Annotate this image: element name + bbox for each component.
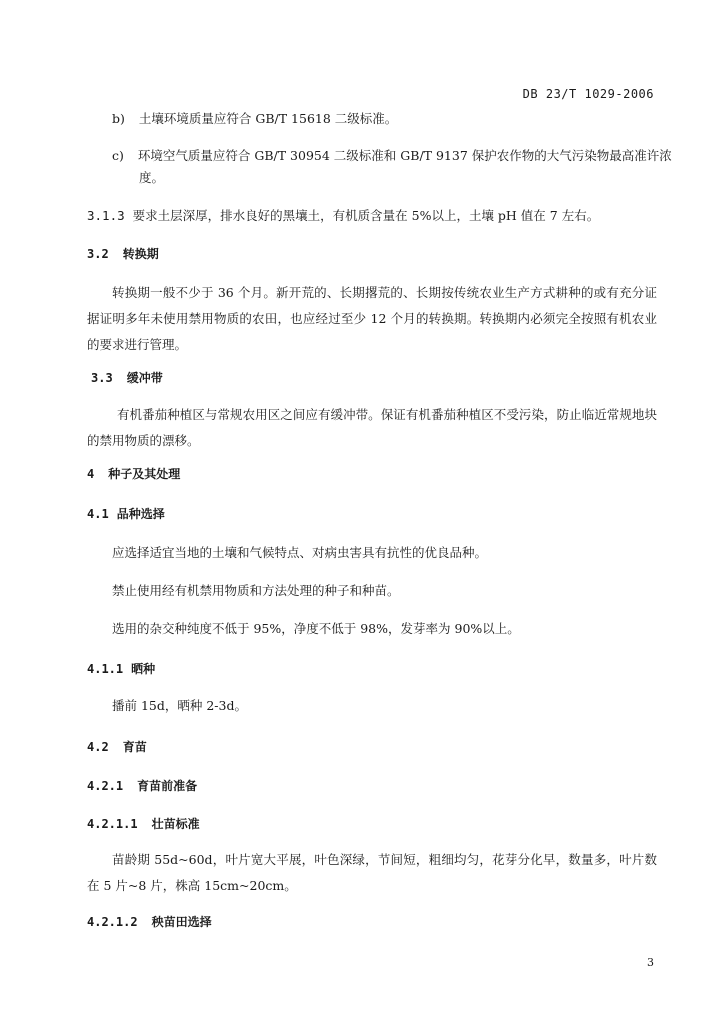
document-code: DB 23/T 1029-2006 xyxy=(522,87,654,101)
paragraph-buffer: 有机番茄种植区与常规农用区之间应有缓冲带。保证有机番茄种植区不受污染，防止临近常规地块的禁用物质的漂移。 xyxy=(87,407,657,448)
heading-4 xyxy=(87,466,180,482)
clause-number: 3.1.3 xyxy=(87,208,125,223)
heading-3-3 xyxy=(91,370,163,386)
heading-number: 3.3 xyxy=(91,371,113,385)
list-item-c xyxy=(112,148,672,164)
page-number: 3 xyxy=(647,956,654,969)
heading-number: 4.2.1.2 xyxy=(87,915,138,929)
heading-title: 秧苗田选择 xyxy=(151,915,212,929)
heading-title: 种子及其处理 xyxy=(108,467,181,481)
list-text: 环境空气质量应符合 GB/T 30954 二级标准和 GB/T 9137 保护农作物的大气污染物最高准许浓 xyxy=(137,148,672,163)
paragraph-prohibit: 禁止使用经有机禁用物质和方法处理的种子和种苗。 xyxy=(112,583,400,598)
list-item-b xyxy=(112,111,397,127)
heading-4-1-1 xyxy=(87,661,155,677)
paragraph-strong-seedling: 苗龄期 55d~60d，叶片宽大平展，叶色深绿，节间短，粗细均匀，花芽分化早，数量多，叶片数在 5 片~8 片，株高 15cm~20cm。 xyxy=(87,852,657,893)
heading-title: 晒种 xyxy=(131,662,156,676)
heading-number: 3.2 xyxy=(87,247,109,261)
heading-title: 品种选择 xyxy=(116,507,165,521)
heading-number: 4.2 xyxy=(87,740,109,754)
heading-3-2 xyxy=(87,246,159,262)
heading-4-2-1-2 xyxy=(87,914,212,930)
list-label: b) xyxy=(112,111,125,126)
heading-title: 转换期 xyxy=(122,247,159,261)
heading-title: 育苗 xyxy=(122,740,147,754)
list-label: c) xyxy=(112,148,124,163)
list-text: 土壤环境质量应符合 GB/T 15618 二级标准。 xyxy=(138,111,398,126)
heading-4-1 xyxy=(87,506,165,522)
paragraph-transition: 转换期一般不少于 36 个月。新开荒的、长期撂荒的、长期按传统农业生产方式耕种的或有充分证据证明多年未使用禁用物质的农田，也应经过至少 12 个月的转换期。转换期内必须完全按照有机农业的要求进行管理。 xyxy=(87,285,657,352)
heading-number: 4 xyxy=(87,467,95,481)
heading-number: 4.1.1 xyxy=(87,662,124,676)
heading-title: 壮苗标准 xyxy=(151,817,200,831)
paragraph-variety: 应选择适宜当地的土壤和气候特点、对病虫害具有抗性的优良品种。 xyxy=(112,545,488,560)
heading-4-2-1-1 xyxy=(87,816,200,832)
heading-4-2-1 xyxy=(87,778,197,794)
heading-number: 4.2.1.1 xyxy=(87,817,138,831)
clause-text: 要求土层深厚，排水良好的黑壤土，有机质含量在 5%以上，土壤 pH 值在 7 左右。 xyxy=(132,208,600,223)
heading-number: 4.1 xyxy=(87,507,109,521)
heading-4-2 xyxy=(87,739,147,755)
heading-title: 缓冲带 xyxy=(126,371,163,385)
paragraph-purity: 选用的杂交种纯度不低于 95%，净度不低于 98%，发芽率为 90%以上。 xyxy=(112,621,520,636)
heading-number: 4.2.1 xyxy=(87,779,124,793)
list-item-c-continuation: 度。 xyxy=(139,170,165,185)
heading-title: 育苗前准备 xyxy=(137,779,198,793)
paragraph-sun-drying: 播前 15d，晒种 2-3d。 xyxy=(112,698,247,713)
clause-3-1-3 xyxy=(87,208,599,224)
